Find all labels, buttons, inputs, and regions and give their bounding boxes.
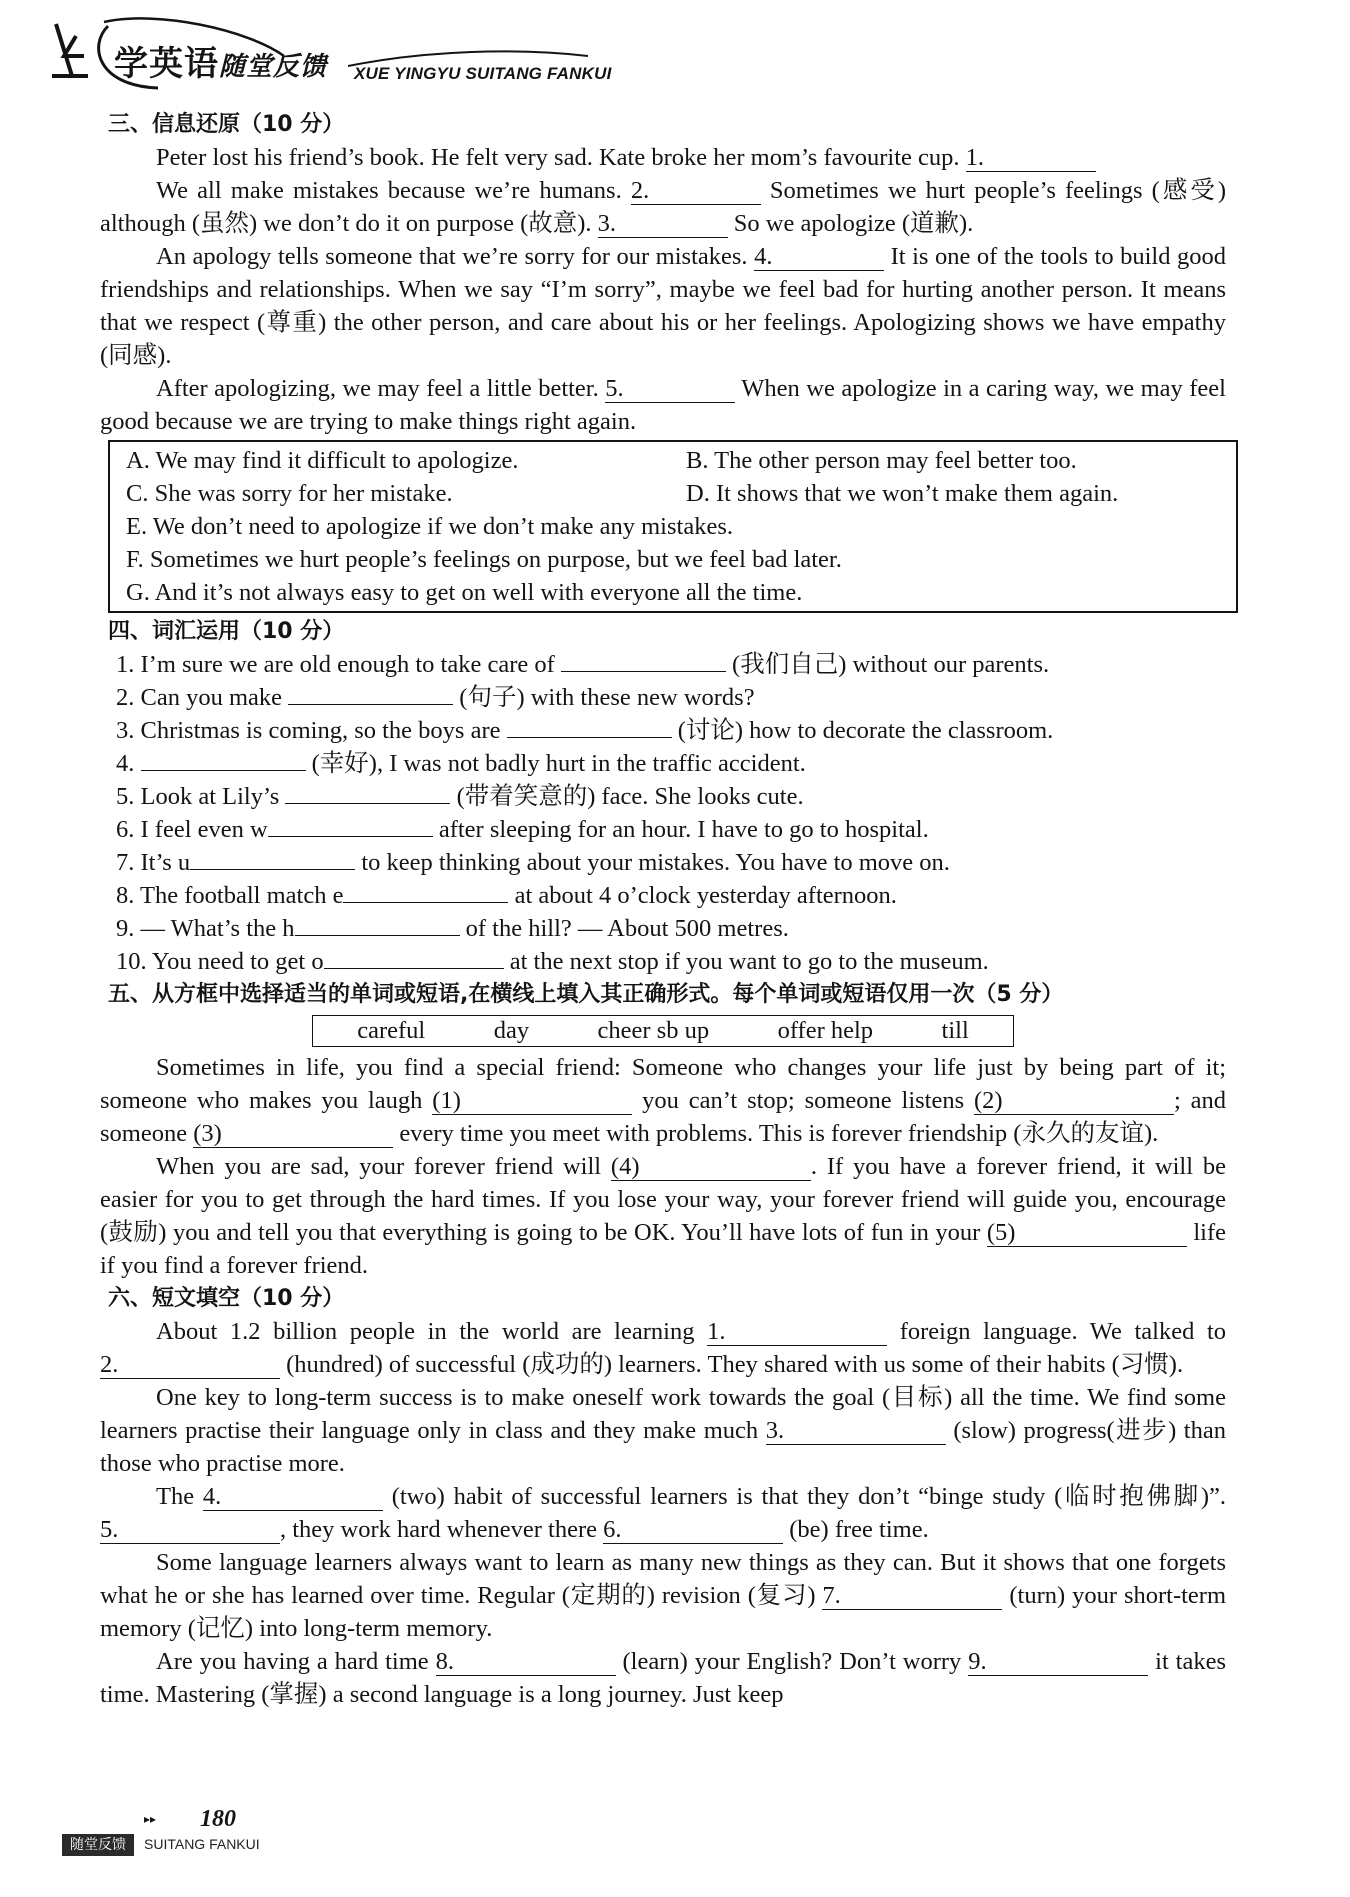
vocab-item: 4. (幸好), I was not badly hurt in the traffic accident. <box>116 750 806 777</box>
vocab-item: 8. The football match e at about 4 o’clock yesterday afternoon. <box>116 882 897 909</box>
vocab-item: 2. Can you make (句子) with these new words? <box>116 684 755 711</box>
word-bank-box <box>312 1015 1014 1047</box>
vocab-list <box>116 648 1226 978</box>
page-header <box>48 16 648 96</box>
answer-blank[interactable]: 5. <box>605 376 735 403</box>
answer-blank[interactable]: 1. <box>707 1319 887 1346</box>
option-c: C. She was sorry for her mistake. <box>126 480 453 507</box>
word-bank-item: careful <box>357 1017 426 1044</box>
answer-blank[interactable]: (1) <box>432 1088 632 1115</box>
answer-blank[interactable] <box>268 836 433 837</box>
s3-paragraph-2: We all make mistakes because we’re humans. 2. Sometimes we hurt people’s feelings (感受) although (虽然) we don’t do it on purpose (故意). 3. So we apologize (道歉). <box>100 177 1226 237</box>
answer-blank[interactable]: 4. <box>754 244 884 271</box>
answer-blank[interactable]: 5. <box>100 1517 280 1544</box>
options-box <box>108 440 1238 613</box>
s3-paragraph-4: After apologizing, we may feel a little better. 5. When we apologize in a caring way, we may feel good because we are trying to make things right again. <box>100 375 1226 435</box>
answer-blank[interactable]: (4) <box>611 1154 811 1181</box>
footer-subtitle: SUITANG FANKUI <box>144 1836 260 1852</box>
brand-subtitle: XUE YINGYU SUITANG FANKUI <box>354 64 612 83</box>
answer-blank[interactable]: 6. <box>603 1517 783 1544</box>
word-bank-item: offer help <box>777 1017 874 1044</box>
answer-blank[interactable] <box>288 704 453 705</box>
brand-title: 学英语随堂反馈 <box>114 44 328 84</box>
answer-blank[interactable] <box>324 968 504 969</box>
answer-blank[interactable] <box>190 869 355 870</box>
section-6-title: 六、短文填空（10 分） <box>108 1286 345 1311</box>
answer-blank[interactable]: 3. <box>598 211 728 238</box>
answer-blank[interactable] <box>561 671 726 672</box>
s5-paragraph-2: When you are sad, your forever friend will (4) . If you have a forever friend, it will be easier for you to get through the hard times. If you lose your way, your forever friend will guide you, encourage (鼓励) you and tell you that everything is going to be OK. You’ll have lots of fun in your (5) life if you find a forever friend. <box>100 1153 1227 1279</box>
answer-blank[interactable] <box>285 803 450 804</box>
answer-blank[interactable]: 8. <box>436 1649 616 1676</box>
s6-paragraph-4: Some language learners always want to learn as many new things as they can. But it shows that one forgets what he or she has learned over time. Regular (定期的) revision (复习) 7. (turn) your short-term memory (记忆) into long-term memory. <box>100 1549 1226 1642</box>
s6-paragraph-2: One key to long-term success is to make oneself work towards the goal (目标) all the time. We find some learners practise their language only in class and they make much 3. (slow) progress(进步) than those who practise more. <box>100 1384 1226 1477</box>
answer-blank[interactable]: 7. <box>822 1583 1002 1610</box>
option-e: E. We don’t need to apologize if we don’t make any mistakes. <box>126 513 733 540</box>
answer-blank[interactable]: 2. <box>631 178 761 205</box>
vocab-item: 7. It’s u to keep thinking about your mistakes. You have to move on. <box>116 849 950 876</box>
footer-badge: 随堂反馈 <box>62 1834 134 1856</box>
option-f: F. Sometimes we hurt people’s feelings on purpose, but we feel bad later. <box>126 546 842 573</box>
answer-blank[interactable]: (2) <box>974 1088 1174 1115</box>
s6-paragraph-1: About 1.2 billion people in the world are learning 1. foreign language. We talked to 2. (hundred) of successful (成功的) learners. They shared with us some of their habits (习惯). <box>100 1318 1226 1378</box>
s3-paragraph-3: An apology tells someone that we’re sorry for our mistakes. 4. It is one of the tools to build good friendships and relationships. When we say “I’m sorry”, maybe we feel bad for hurting another person. It means that we respect (尊重) the other person, and care about his or her feelings. Apologizing shows we have empathy (同感). <box>100 243 1227 369</box>
answer-blank[interactable] <box>141 770 306 771</box>
answer-blank[interactable]: 2. <box>100 1352 280 1379</box>
option-g: G. And it’s not always easy to get on well with everyone all the time. <box>126 579 803 606</box>
s6-paragraph-3: The 4. (two) habit of successful learners is that they don’t “binge study (临时抱佛脚)”. 5. , they work hard whenever there 6. (be) free time. <box>100 1483 1227 1543</box>
section-4-title: 四、词汇运用（10 分） <box>108 619 345 644</box>
vocab-item: 10. You need to get o at the next stop if you want to go to the museum. <box>116 948 989 975</box>
option-a: A. We may find it difficult to apologize. <box>126 447 519 474</box>
word-bank-item: till <box>941 1017 969 1044</box>
word-bank-item: day <box>493 1017 530 1044</box>
answer-blank[interactable] <box>507 737 672 738</box>
content <box>100 108 1226 1711</box>
answer-blank[interactable]: (5) <box>987 1220 1187 1247</box>
section-5-title: 五、从方框中选择适当的单词或短语,在横线上填入其正确形式。每个单词或短语仅用一次（5 分） <box>108 982 1064 1007</box>
answer-blank[interactable]: 4. <box>203 1484 383 1511</box>
section-3-title: 三、信息还原（10 分） <box>108 112 345 137</box>
answer-blank[interactable]: 1. <box>966 145 1096 172</box>
s5-paragraph-1: Sometimes in life, you find a special friend: Someone who changes your life just by being part of it; someone who makes you laugh (1) you can’t stop; someone listens (2) ; and someone (3) every time you meet with problems. This is forever friendship (永久的友谊). <box>100 1054 1226 1147</box>
answer-blank[interactable] <box>295 935 460 936</box>
footer-arrows-icon: ▸▸ <box>144 1812 157 1826</box>
option-b: B. The other person may feel better too. <box>686 447 1077 474</box>
answer-blank[interactable]: 3. <box>766 1418 946 1445</box>
s3-paragraph-1: Peter lost his friend’s book. He felt very sad. Kate broke her mom’s favourite cup. 1. <box>100 141 1226 174</box>
answer-blank[interactable]: (3) <box>193 1121 393 1148</box>
vocab-item: 1. I’m sure we are old enough to take care of (我们自己) without our parents. <box>116 651 1050 678</box>
option-d: D. It shows that we won’t make them again. <box>686 480 1119 507</box>
page-number: 180 <box>200 1806 236 1832</box>
vocab-item: 3. Christmas is coming, so the boys are (讨论) how to decorate the classroom. <box>116 717 1054 744</box>
s6-paragraph-5: Are you having a hard time 8. (learn) your English? Don’t worry 9. it takes time. Mastering (掌握) a second language is a long journey. Just keep <box>100 1648 1227 1708</box>
vocab-item: 5. Look at Lily’s (带着笑意的) face. She looks cute. <box>116 783 804 810</box>
word-bank-item: cheer sb up <box>597 1017 710 1044</box>
vocab-item: 6. I feel even w after sleeping for an hour. I have to go to hospital. <box>116 816 929 843</box>
answer-blank[interactable]: 9. <box>968 1649 1148 1676</box>
vocab-item: 9. — What’s the h of the hill? — About 500 metres. <box>116 915 789 942</box>
answer-blank[interactable] <box>343 902 508 903</box>
